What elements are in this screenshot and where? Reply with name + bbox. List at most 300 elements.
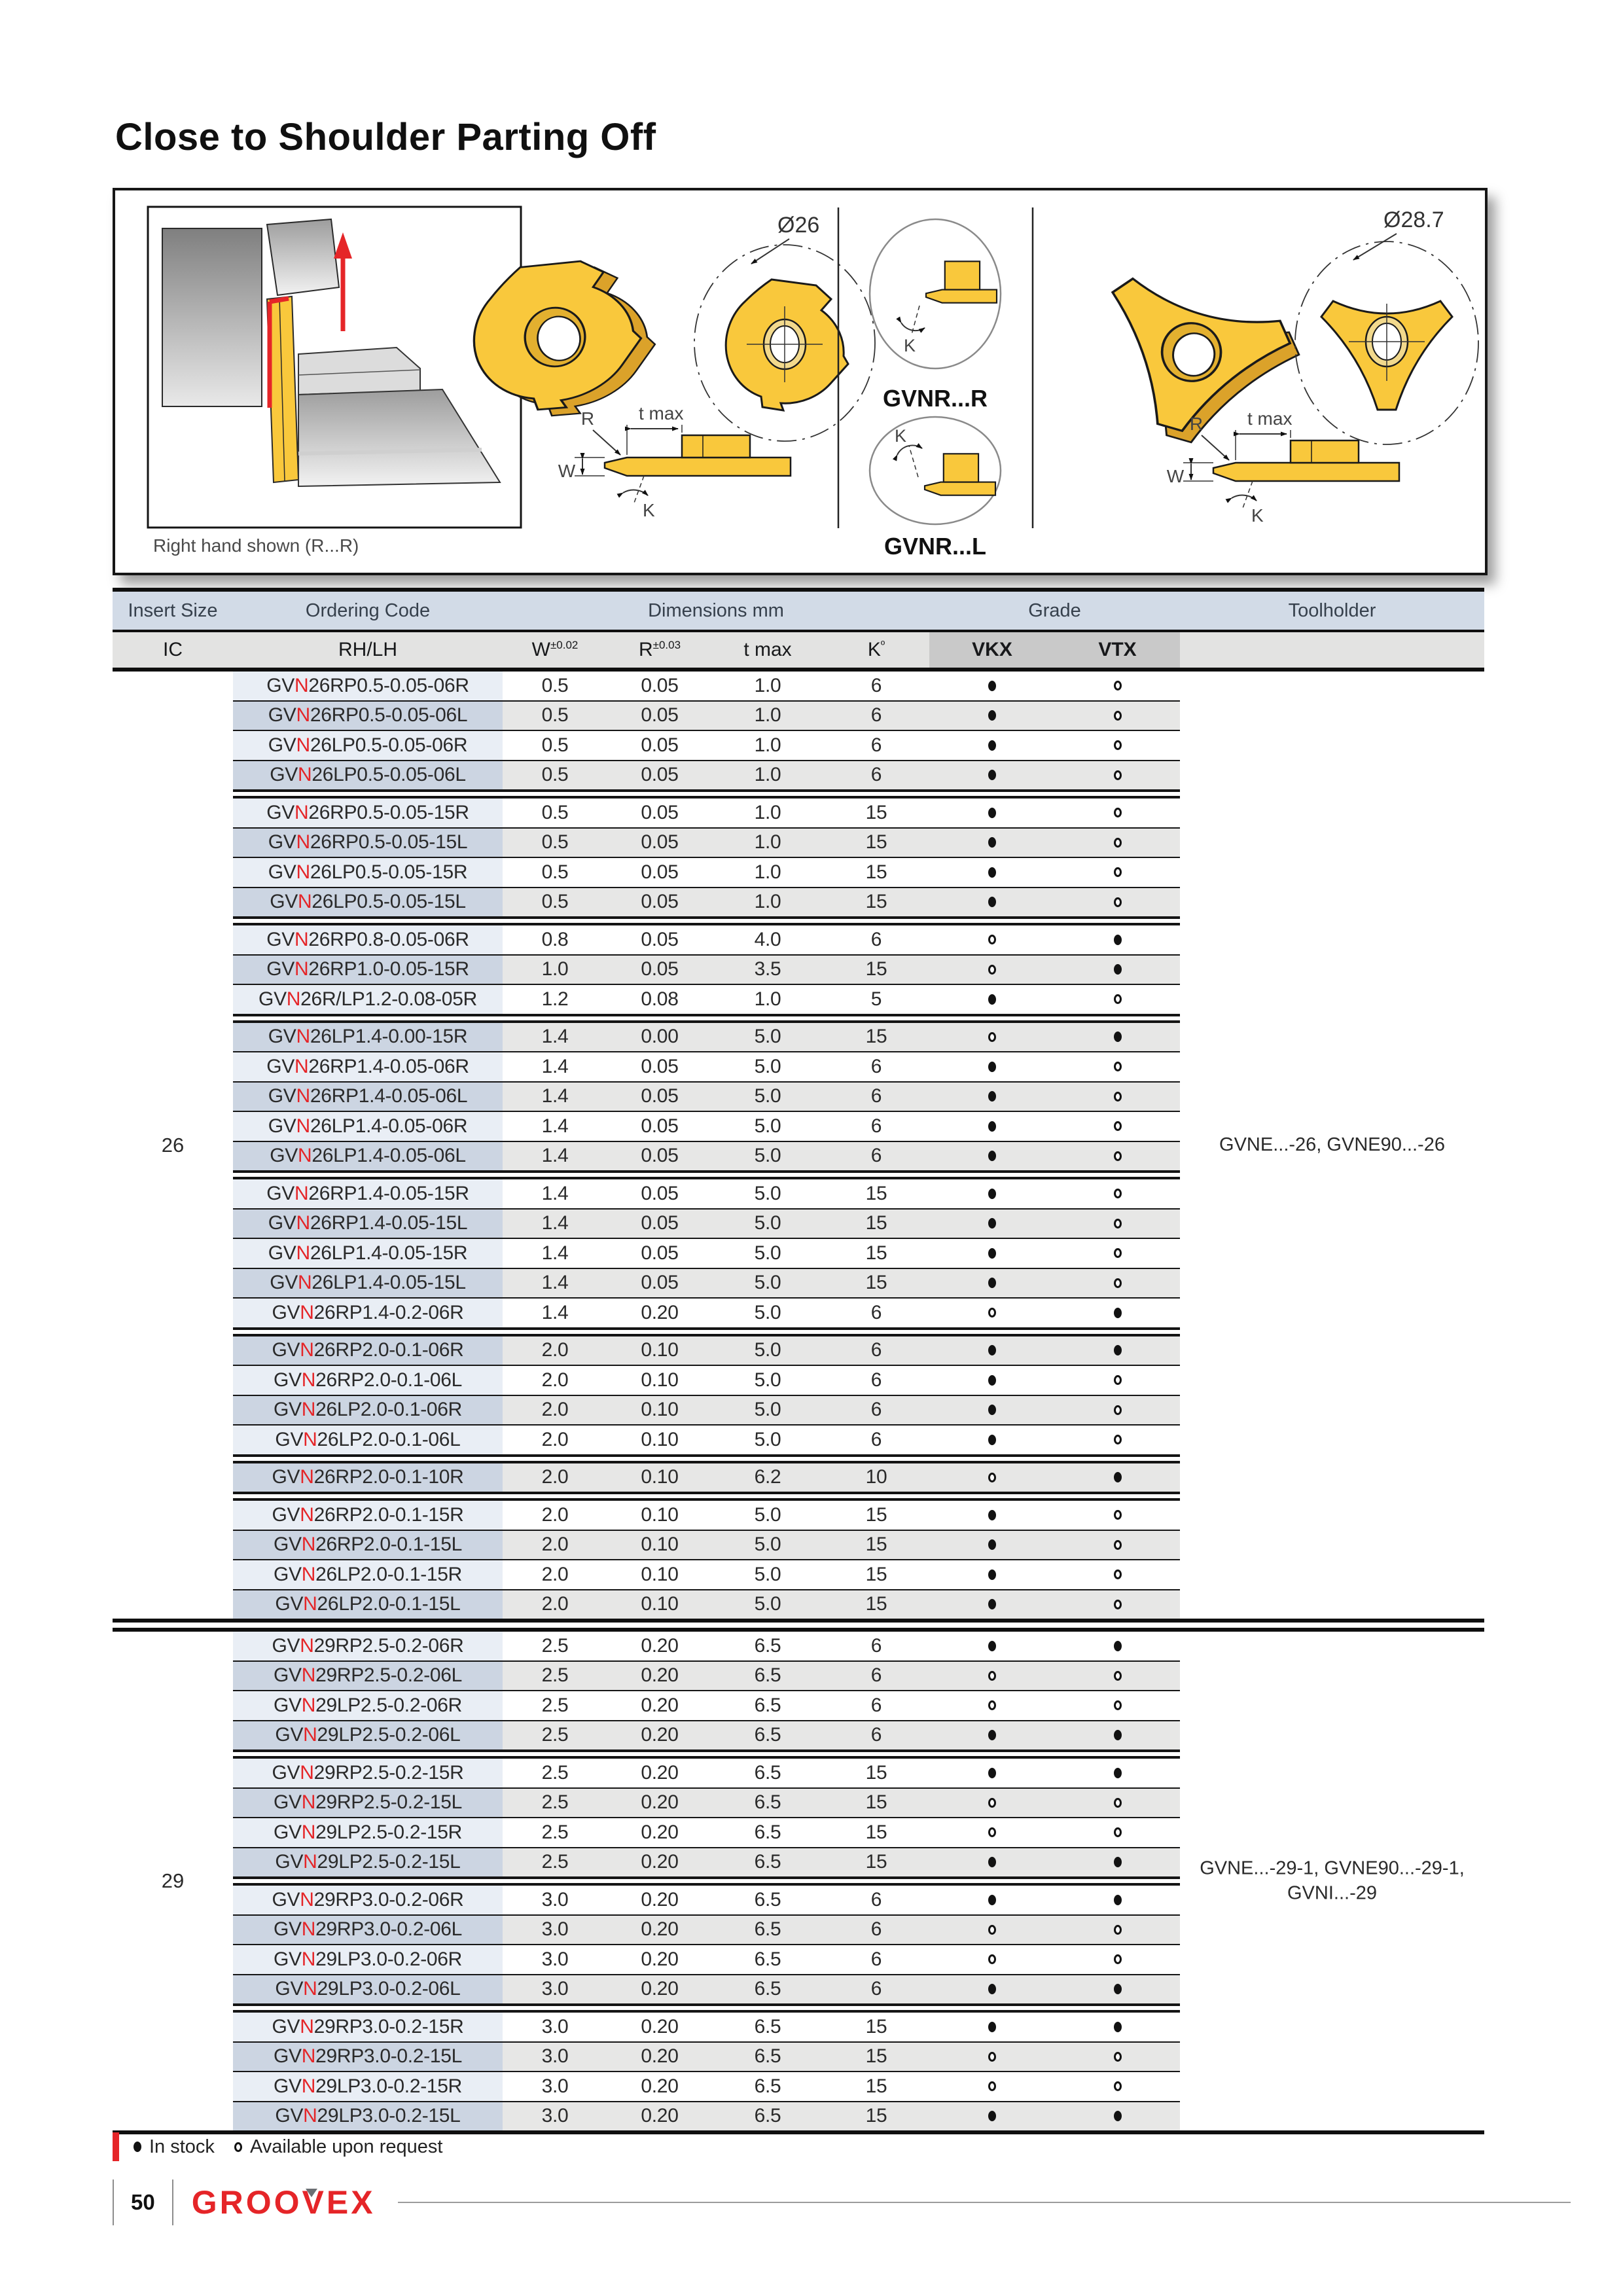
- insert-size-cell: [113, 858, 233, 887]
- toolholder-cell: [1180, 1210, 1484, 1238]
- k-value: 6: [823, 1396, 929, 1425]
- vtx-availability: [1055, 1239, 1180, 1268]
- w-value: 1.4: [503, 1269, 607, 1298]
- ordering-code-cell: [233, 1210, 503, 1238]
- t-max-value: 5.0: [712, 1396, 823, 1425]
- vkx-availability: [929, 798, 1055, 827]
- code-prefix: GV: [266, 928, 294, 950]
- insert-size-cell: [113, 1789, 233, 1818]
- w-value: 2.0: [503, 1501, 607, 1530]
- col-dimensions: Dimensions mm: [648, 600, 784, 621]
- table-row: [113, 731, 1484, 760]
- vtx-availability: [1055, 798, 1180, 827]
- insert-size-cell: [113, 829, 233, 857]
- in-stock-dot-icon: [1114, 935, 1122, 945]
- insert-size-cell: [113, 1239, 233, 1268]
- code-suffix: 26LP0.5-0.05-15R: [310, 861, 468, 883]
- dia26-label: Ø26: [777, 213, 820, 238]
- t-max-value: 6.5: [712, 2072, 823, 2101]
- table-row: [113, 1916, 1484, 1945]
- code-suffix: 29RP2.5-0.2-06R: [313, 1634, 464, 1657]
- on-request-dot-icon: [988, 2081, 996, 2091]
- on-request-dot-icon: [988, 1308, 996, 1318]
- table-row: [113, 1426, 1484, 1454]
- ordering-code-cell: [233, 888, 503, 917]
- table-row: [113, 2072, 1484, 2101]
- in-stock-dot-icon: [988, 740, 996, 751]
- in-stock-dot-icon: [988, 867, 996, 878]
- page-title: Close to Shoulder Parting Off: [115, 116, 656, 158]
- vkx-availability: [929, 702, 1055, 730]
- insert-size-cell: [113, 1501, 233, 1530]
- in-stock-dot-icon: [988, 770, 996, 780]
- in-stock-dot-icon: [1114, 1984, 1122, 1994]
- table-row: [113, 1662, 1484, 1691]
- toolholder-cell: [1180, 1531, 1484, 1560]
- toolholder-value: [1180, 1856, 1484, 1905]
- vtx-availability: [1055, 731, 1180, 760]
- vkx-availability: [929, 1501, 1055, 1530]
- t-max-value: 5.0: [712, 1179, 823, 1208]
- toolholder-cell: [1180, 1721, 1484, 1750]
- toolholder-cell: [1180, 1336, 1484, 1365]
- code-red-letter: N: [303, 1978, 317, 2000]
- code-red-letter: N: [301, 2045, 316, 2068]
- on-request-dot-icon: [1114, 1435, 1122, 1444]
- vtx-availability: [1055, 829, 1180, 857]
- dim-tmax-label: t max: [639, 403, 684, 423]
- vkx-availability: [929, 1560, 1055, 1589]
- ordering-code-cell: [233, 1501, 503, 1530]
- vtx-availability: [1055, 1501, 1180, 1530]
- vkx-availability: [929, 1886, 1055, 1914]
- in-stock-dot-icon: [988, 897, 996, 907]
- w-value: 3.0: [503, 1916, 607, 1945]
- on-request-dot-icon: [1114, 1540, 1122, 1550]
- insert-size-cell: [113, 2072, 233, 2101]
- in-stock-dot-icon: [988, 1641, 996, 1651]
- in-stock-dot-icon: [988, 2111, 996, 2121]
- k-value: 6: [823, 1142, 929, 1171]
- t-max-value: 6.5: [712, 1759, 823, 1787]
- in-stock-dot-icon: [988, 1189, 996, 1199]
- code-prefix: GV: [270, 1145, 298, 1167]
- k-value: 6: [823, 1112, 929, 1141]
- toolholder-cell: [1180, 985, 1484, 1014]
- t-max-value: 3.5: [712, 956, 823, 984]
- w-value: 3.0: [503, 1886, 607, 1914]
- toolholder-cell: [1180, 2102, 1484, 2131]
- k-value: 15: [823, 1501, 929, 1530]
- vkx-availability: [929, 1945, 1055, 1974]
- k-value: 15: [823, 798, 929, 827]
- ordering-code-cell: [233, 1691, 503, 1720]
- insert-size-cell: [113, 1052, 233, 1081]
- in-stock-dot-icon: [988, 1570, 996, 1580]
- r-value: 0.05: [607, 1083, 712, 1111]
- r-value: 0.20: [607, 2072, 712, 2101]
- code-red-letter: N: [294, 928, 309, 950]
- ordering-code-cell: [233, 956, 503, 984]
- code-prefix: GV: [273, 2075, 302, 2097]
- code-red-letter: N: [303, 1724, 317, 1746]
- on-request-dot-icon: [988, 1671, 996, 1681]
- ordering-code-cell: [233, 1142, 503, 1171]
- table-row: [113, 1396, 1484, 1425]
- vtx-availability: [1055, 1691, 1180, 1720]
- in-stock-dot-icon: [988, 1857, 996, 1867]
- side-profile-right: [1167, 408, 1399, 526]
- code-suffix: 26LP1.4-0.05-06L: [312, 1145, 466, 1167]
- ordering-code-cell: [233, 1299, 503, 1327]
- k-value: 15: [823, 888, 929, 917]
- detail-label-gvnr-r: GVNR...R: [882, 385, 988, 412]
- t-max-value: 6.5: [712, 1662, 823, 1691]
- code-red-letter: N: [296, 1026, 310, 1048]
- code-red-letter: N: [294, 674, 309, 696]
- ordering-code-cell: [233, 2043, 503, 2072]
- t-max-value: 5.0: [712, 1052, 823, 1081]
- w-value: 1.4: [503, 1210, 607, 1238]
- r-value: 0.20: [607, 1916, 712, 1945]
- insert-size-cell: [113, 1396, 233, 1425]
- vtx-availability: [1055, 1269, 1180, 1298]
- on-request-dot-icon: [988, 1473, 996, 1482]
- col-w: $W^{\pm 0.02}$: [531, 639, 579, 660]
- code-suffix: 26LP0.5-0.05-15L: [312, 891, 466, 913]
- in-stock-dot-icon: [988, 1091, 996, 1102]
- code-red-letter: N: [296, 1212, 310, 1234]
- vtx-availability: [1055, 1632, 1180, 1660]
- in-stock-dot-icon: [988, 1730, 996, 1740]
- in-stock-dot-icon: [988, 1984, 996, 1994]
- t-max-value: 5.0: [712, 1239, 823, 1268]
- table-row: [113, 1023, 1484, 1052]
- code-red-letter: N: [301, 1664, 316, 1687]
- ordering-code-cell: [233, 798, 503, 827]
- col-vkx: VKX: [972, 639, 1012, 660]
- w-value: 2.5: [503, 1721, 607, 1750]
- toolholder-cell: [1180, 956, 1484, 984]
- r-value: 0.00: [607, 1023, 712, 1052]
- code-prefix: GV: [275, 1978, 304, 2000]
- r-value: 0.05: [607, 798, 712, 827]
- dim-r-label: R: [1189, 414, 1204, 434]
- page-footer: [113, 2179, 1571, 2225]
- w-value: 3.0: [503, 2043, 607, 2072]
- on-request-dot-icon: [1114, 1954, 1122, 1964]
- k-value: 15: [823, 1179, 929, 1208]
- ordering-code-cell: [233, 1396, 503, 1425]
- vtx-availability: [1055, 1299, 1180, 1327]
- code-red-letter: N: [300, 2015, 314, 2037]
- ordering-code-cell: [233, 1662, 503, 1691]
- r-value: 0.20: [607, 1632, 712, 1660]
- vtx-availability: [1055, 2102, 1180, 2131]
- on-request-dot-icon: [1114, 1671, 1122, 1681]
- vkx-availability: [929, 2072, 1055, 2101]
- w-value: 0.5: [503, 858, 607, 887]
- code-red-letter: N: [297, 764, 312, 786]
- on-request-dot-icon: [1114, 740, 1122, 750]
- on-request-dot-icon: [1114, 1570, 1122, 1579]
- ordering-code-cell: [233, 2102, 503, 2131]
- code-prefix: GV: [272, 1761, 300, 1784]
- code-suffix: 26RP0.8-0.05-06R: [308, 928, 469, 950]
- ordering-code-cell: [233, 761, 503, 790]
- in-stock-dot-icon: [988, 808, 996, 818]
- insert-size-cell: [113, 1023, 233, 1052]
- table-row: [113, 1759, 1484, 1787]
- t-max-value: 5.0: [712, 1426, 823, 1454]
- ordering-code-cell: [233, 1886, 503, 1914]
- ordering-code-cell: [233, 1916, 503, 1945]
- ordering-code-cell: [233, 1945, 503, 1974]
- col-r: $R^{\pm 0.03}$: [638, 639, 681, 660]
- toolholder-value: [1180, 1133, 1484, 1158]
- on-request-dot-icon: [1114, 2081, 1122, 2091]
- insert-size-cell: [113, 1590, 233, 1619]
- vkx-availability: [929, 1396, 1055, 1425]
- t-max-value: 4.0: [712, 925, 823, 954]
- k-value: 6: [823, 1299, 929, 1327]
- code-prefix: GV: [273, 1534, 302, 1556]
- toolholder-cell: [1180, 1975, 1484, 2004]
- code-suffix: 26LP1.4-0.05-15L: [312, 1272, 466, 1294]
- figure-illustration: [115, 190, 1480, 567]
- insert-size-cell: [113, 888, 233, 917]
- code-suffix: 26RP2.0-0.1-15L: [315, 1534, 463, 1556]
- code-red-letter: N: [297, 891, 312, 913]
- k-value: 6: [823, 1336, 929, 1365]
- vkx-availability: [929, 1531, 1055, 1560]
- code-suffix: 26RP2.0-0.1-06R: [313, 1339, 464, 1361]
- t-max-value: 5.0: [712, 1023, 823, 1052]
- ordering-code-cell: [233, 1590, 503, 1619]
- w-value: 0.5: [503, 672, 607, 700]
- r-value: 0.05: [607, 761, 712, 790]
- code-red-letter: N: [300, 1761, 314, 1784]
- k-value: 15: [823, 2013, 929, 2041]
- r-value: 0.05: [607, 731, 712, 760]
- in-stock-dot-icon: [988, 1405, 996, 1415]
- code-suffix: 26RP0.5-0.05-06L: [310, 704, 468, 726]
- vkx-availability: [929, 1426, 1055, 1454]
- footer-divider-right: [172, 2179, 173, 2225]
- code-red-letter: N: [301, 1534, 316, 1556]
- r-value: 0.20: [607, 1299, 712, 1327]
- toolholder-cell: [1180, 925, 1484, 954]
- ordering-code-cell: [233, 1632, 503, 1660]
- code-suffix: 26RP1.4-0.2-06R: [313, 1301, 464, 1323]
- insert-size-cell: [113, 1083, 233, 1111]
- vkx-availability: [929, 1975, 1055, 2004]
- code-red-letter: N: [300, 1503, 314, 1526]
- table-row: [113, 1210, 1484, 1238]
- w-value: 2.5: [503, 1789, 607, 1818]
- r-value: 0.10: [607, 1366, 712, 1395]
- ordering-code-cell: [233, 1560, 503, 1589]
- ordering-code-cell: [233, 1083, 503, 1111]
- ordering-code-cell: [233, 1336, 503, 1365]
- t-max-value: 6.5: [712, 2102, 823, 2131]
- code-suffix: 29LP3.0-0.2-15R: [315, 2075, 463, 2097]
- t-max-value: 6.5: [712, 1721, 823, 1750]
- in-stock-dot-icon: [988, 681, 996, 691]
- r-value: 0.05: [607, 956, 712, 984]
- r-value: 0.20: [607, 1886, 712, 1914]
- table-row: [113, 761, 1484, 790]
- group-separator: [233, 789, 1180, 798]
- on-request-dot-icon: [988, 965, 996, 975]
- grade-subheader-band: [929, 632, 1180, 668]
- code-suffix: 26RP0.5-0.05-15R: [308, 801, 469, 823]
- ordering-code-cell: [233, 702, 503, 730]
- code-red-letter: N: [300, 1301, 314, 1323]
- t-max-value: 6.5: [712, 2043, 823, 2072]
- figure-caption: Right hand shown (R...R): [153, 535, 359, 556]
- on-request-dot-icon: [988, 2052, 996, 2062]
- code-prefix: GV: [272, 1888, 300, 1910]
- toolholder-cell: [1180, 1396, 1484, 1425]
- in-stock-dot-icon: [988, 1539, 996, 1550]
- on-request-dot-icon: [1114, 1189, 1122, 1198]
- vtx-availability: [1055, 1179, 1180, 1208]
- k-value: 6: [823, 1662, 929, 1691]
- w-value: 2.5: [503, 1691, 607, 1720]
- code-suffix: 26RP0.5-0.05-06R: [308, 674, 469, 696]
- vkx-availability: [929, 858, 1055, 887]
- code-prefix: GV: [268, 1242, 296, 1264]
- w-value: 0.5: [503, 702, 607, 730]
- on-request-dot-icon: [1114, 1248, 1122, 1258]
- group-separator: [233, 1327, 1180, 1336]
- insert-size-cell: [113, 1336, 233, 1365]
- toolholder-cell: [1180, 1269, 1484, 1298]
- k-value: 6: [823, 761, 929, 790]
- t-max-value: 5.0: [712, 1083, 823, 1111]
- in-stock-dot-icon: [1114, 964, 1122, 975]
- on-request-dot-icon: [988, 1032, 996, 1042]
- insert-size-value: 26: [161, 1133, 185, 1157]
- group-separator: [233, 1749, 1180, 1759]
- table-row: [113, 858, 1484, 887]
- in-stock-label: In stock: [149, 2136, 215, 2157]
- t-max-value: 1.0: [712, 985, 823, 1014]
- code-prefix: GV: [272, 1503, 300, 1526]
- insert-size-value: 29: [161, 1869, 185, 1892]
- w-value: 2.0: [503, 1396, 607, 1425]
- insert-size-cell: [113, 1179, 233, 1208]
- w-value: 2.0: [503, 1463, 607, 1492]
- vtx-availability: [1055, 1531, 1180, 1560]
- detail-label-gvnr-l: GVNR...L: [883, 533, 987, 560]
- code-prefix: GV: [272, 1339, 300, 1361]
- w-value: 0.5: [503, 888, 607, 917]
- vkx-availability: [929, 1366, 1055, 1395]
- k-value: 5: [823, 985, 929, 1014]
- code-red-letter: N: [297, 1145, 312, 1167]
- vkx-availability: [929, 925, 1055, 954]
- code-suffix: 26RP1.4-0.05-06L: [310, 1085, 468, 1107]
- table-row: [113, 1366, 1484, 1395]
- toolholder-cell: [1180, 1179, 1484, 1208]
- insert-front-view-dia26: [694, 245, 875, 441]
- code-prefix: GV: [273, 1563, 302, 1585]
- vtx-availability: [1055, 1590, 1180, 1619]
- vtx-availability: [1055, 672, 1180, 700]
- code-prefix: GV: [266, 801, 294, 823]
- in-stock-dot-icon: [988, 1895, 996, 1905]
- code-red-letter: N: [296, 1115, 310, 1137]
- t-max-value: 1.0: [712, 761, 823, 790]
- table-row: [113, 1269, 1484, 1298]
- insert-size-cell: [113, 1662, 233, 1691]
- vkx-availability: [929, 761, 1055, 790]
- w-value: 2.5: [503, 1818, 607, 1847]
- vkx-availability: [929, 1818, 1055, 1847]
- ordering-code-cell: [233, 1366, 503, 1395]
- code-prefix: GV: [268, 1212, 296, 1234]
- vtx-availability: [1055, 1916, 1180, 1945]
- k-value: 6: [823, 1052, 929, 1081]
- code-suffix: 29LP2.5-0.2-06R: [315, 1694, 463, 1716]
- insert-size-cell: [113, 1632, 233, 1660]
- insert-3d-three-pocket: [1079, 274, 1306, 464]
- ordering-code-cell: [233, 2072, 503, 2101]
- in-stock-dot-icon: [1114, 1895, 1122, 1905]
- vtx-availability: [1055, 1023, 1180, 1052]
- col-rh-lh: RH/LH: [338, 639, 397, 660]
- group-separator: [233, 1876, 1180, 1886]
- insert-size-cell: [113, 761, 233, 790]
- ic-section-29: [113, 1632, 1484, 2130]
- logo-triangle-icon: [306, 2189, 317, 2197]
- k-value: 6: [823, 1975, 929, 2004]
- r-value: 0.10: [607, 1463, 712, 1492]
- r-value: 0.20: [607, 1662, 712, 1691]
- vtx-availability: [1055, 1463, 1180, 1492]
- table-header-groups: [113, 592, 1484, 630]
- r-value: 0.05: [607, 1210, 712, 1238]
- table-row: [113, 1721, 1484, 1750]
- code-red-letter: N: [300, 1888, 314, 1910]
- w-value: 1.4: [503, 1023, 607, 1052]
- t-max-value: 5.0: [712, 1269, 823, 1298]
- k-value: 15: [823, 858, 929, 887]
- on-request-dot-icon: [1114, 808, 1122, 817]
- toolholder-cell: [1180, 1662, 1484, 1691]
- insert-size-cell: [113, 2013, 233, 2041]
- t-max-value: 1.0: [712, 829, 823, 857]
- in-stock-dot-icon: [988, 1375, 996, 1386]
- code-red-letter: N: [301, 1563, 316, 1585]
- in-stock-dot-icon: [988, 837, 996, 848]
- ordering-code-cell: [233, 985, 503, 1014]
- group-separator: [233, 1492, 1180, 1501]
- insert-size-cell: [113, 1531, 233, 1560]
- r-value: 0.20: [607, 1759, 712, 1787]
- table-header-columns: [113, 632, 1484, 668]
- toolholder-cell: [1180, 829, 1484, 857]
- r-value: 0.05: [607, 1239, 712, 1268]
- r-value: 0.05: [607, 1112, 712, 1141]
- vtx-availability: [1055, 1083, 1180, 1111]
- vtx-availability: [1055, 1112, 1180, 1141]
- t-max-value: 1.0: [712, 888, 823, 917]
- dim-k-label: K: [895, 426, 907, 446]
- in-stock-dot-icon: [988, 1248, 996, 1259]
